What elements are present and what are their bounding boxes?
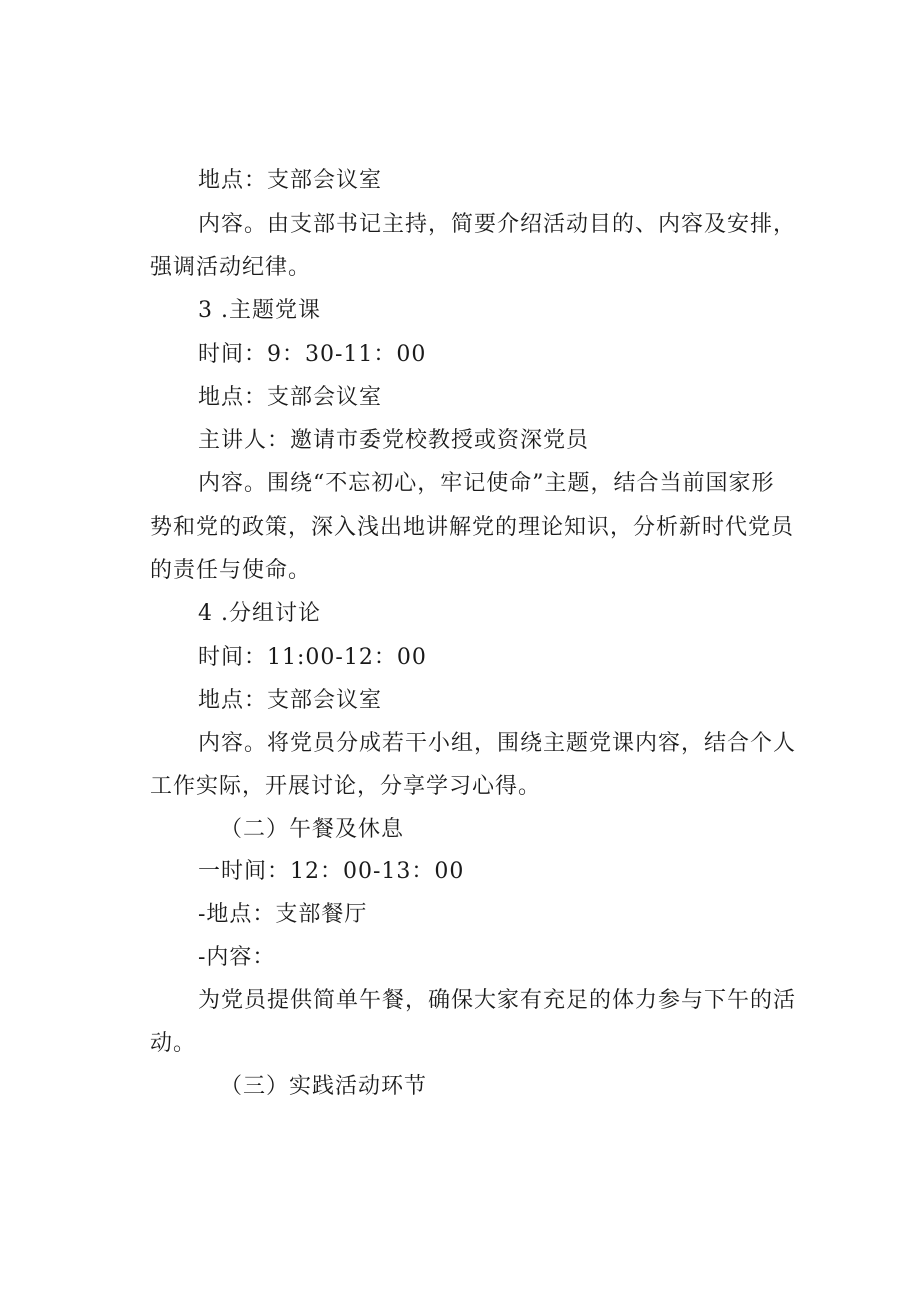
venue-line-lunch: -地点：支部餐厅 (198, 902, 368, 927)
section-heading-lunch: （二）午餐及休息 (220, 817, 405, 842)
venue-line-1: 地点：支部会议室 (198, 168, 383, 193)
time-line-lunch: 一时间：12：00-13：00 (198, 859, 465, 884)
section-heading-3: 3 .主题党课 (198, 298, 321, 323)
content-line-3a: 内容。围绕“不忘初心，牢记使命”主题，结合当前国家形 (198, 471, 775, 496)
content-line-lunch-a: 为党员提供简单午餐，确保大家有充足的体力参与下午的活 (198, 988, 797, 1013)
content-line-4a: 内容。将党员分成若干小组，围绕主题党课内容，结合个人 (198, 731, 797, 756)
venue-line-4: 地点：支部会议室 (198, 688, 383, 713)
content-line-1a: 内容。由支部书记主持，简要介绍活动目的、内容及安排， (198, 212, 797, 237)
content-line-lunch-b: 动。 (150, 1031, 197, 1056)
section-heading-4: 4 .分组讨论 (198, 601, 321, 626)
time-line-4: 时间：11:00-12：00 (198, 645, 427, 670)
content-line-4b: 工作实际，开展讨论，分享学习心得。 (150, 774, 542, 799)
section-heading-practice: （三）实践活动环节 (220, 1074, 428, 1099)
content-label-lunch: -内容： (198, 945, 276, 970)
content-line-1b: 强调活动纪律。 (150, 255, 312, 280)
venue-line-3: 地点：支部会议室 (198, 385, 383, 410)
content-line-3c: 的责任与使命。 (150, 558, 312, 583)
speaker-line-3: 主讲人：邀请市委党校教授或资深党员 (198, 428, 590, 453)
content-line-3b: 势和党的政策，深入浅出地讲解党的理论知识，分析新时代党员 (150, 515, 795, 540)
time-line-3: 时间：9：30-11：00 (198, 342, 427, 367)
